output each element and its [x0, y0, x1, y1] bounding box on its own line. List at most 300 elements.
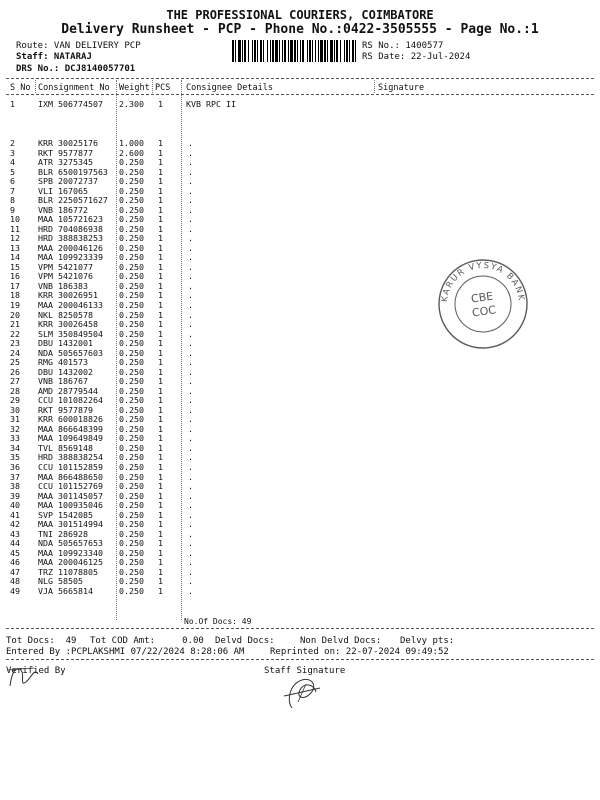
- row-weight: 0.250: [119, 157, 144, 168]
- row-pcs: 1: [158, 280, 163, 291]
- row-consignee-details: .: [188, 442, 193, 453]
- row-consignment-no: RMG 401573: [38, 357, 88, 368]
- barcode-bar: [290, 40, 293, 62]
- row-consignment-no: MAA 105721623: [38, 214, 103, 225]
- row-pcs: 1: [158, 300, 163, 310]
- row-consignee-details: .: [188, 233, 193, 244]
- row-consignment-no: MAA 866488650: [38, 471, 103, 482]
- row-pcs: 1: [158, 233, 163, 244]
- barcode-bar: [355, 40, 356, 62]
- row-pcs: 1: [158, 319, 163, 330]
- row-consignment-no: VPM 5421076: [38, 271, 93, 282]
- row-pcs: 1: [158, 404, 163, 415]
- row-consignment-no: IXM 506774507: [38, 99, 103, 109]
- table-row: [0, 520, 600, 529]
- row-weight: 0.250: [119, 585, 144, 596]
- row-sno: 30: [10, 404, 20, 415]
- row-consignee-details: .: [188, 509, 193, 520]
- row-sno: 33: [10, 433, 20, 444]
- barcode-bar: [336, 40, 338, 62]
- row-pcs: 1: [158, 138, 163, 148]
- row-pcs: 1: [158, 500, 163, 511]
- table-row: [0, 196, 600, 205]
- row-consignment-no: NDA 505657603: [38, 347, 103, 358]
- row-weight: 0.250: [119, 576, 144, 587]
- barcode-bar: [294, 40, 296, 62]
- col-header-consignment: Consignment No: [38, 83, 110, 93]
- row-consignee-details: .: [188, 176, 193, 187]
- row-sno: 17: [10, 280, 20, 291]
- row-sno: 38: [10, 481, 20, 492]
- row-consignment-no: MAA 200046125: [38, 557, 103, 568]
- row-weight: 0.250: [119, 385, 144, 396]
- row-consignment-no: MAA 301145057: [38, 490, 103, 501]
- row-sno: 49: [10, 585, 20, 596]
- row-pcs: 1: [158, 423, 163, 434]
- row-weight: 0.250: [119, 414, 144, 425]
- row-consignment-no: VNB 186767: [38, 376, 88, 387]
- row-pcs: 1: [158, 385, 163, 396]
- row-sno: 28: [10, 385, 20, 396]
- row-weight: 0.250: [119, 242, 144, 253]
- row-pcs: 1: [158, 290, 163, 301]
- row-weight: 0.250: [119, 176, 144, 187]
- row-weight: 0.250: [119, 290, 144, 301]
- row-weight: 0.250: [119, 233, 144, 244]
- row-pcs: 1: [158, 509, 163, 520]
- row-consignee-details: .: [188, 404, 193, 415]
- row-pcs: 1: [158, 566, 163, 577]
- barcode-bar: [307, 40, 308, 62]
- row-weight: 0.250: [119, 280, 144, 291]
- row-consignee-details: KVB RPC II: [186, 99, 236, 109]
- col-header-consignee: Consignee Details: [186, 83, 273, 93]
- row-sno: 14: [10, 252, 20, 263]
- non-delivered-docs: Non Delvd Docs:: [300, 636, 382, 646]
- stamp-outer-text: KARUR VYSYA BANK: [439, 260, 527, 303]
- row-consignee-details: .: [188, 252, 193, 263]
- row-pcs: 1: [158, 395, 163, 406]
- row-consignee-details: .: [188, 538, 193, 549]
- barcode-bar: [238, 40, 241, 62]
- row-consignee-details: .: [188, 290, 193, 301]
- row-consignment-no: KRR 30026458: [38, 319, 98, 330]
- row-consignee-details: .: [188, 385, 193, 396]
- row-pcs: 1: [158, 309, 163, 320]
- row-weight: 0.250: [119, 423, 144, 434]
- row-consignment-no: HRD 388838254: [38, 452, 103, 463]
- row-sno: 4: [10, 157, 15, 168]
- row-weight: 0.250: [119, 319, 144, 330]
- row-pcs: 1: [158, 452, 163, 463]
- no-of-docs: No.Of Docs: 49: [184, 617, 252, 626]
- row-pcs: 1: [158, 557, 163, 568]
- row-weight: 0.250: [119, 271, 144, 282]
- row-consignment-no: RKT 9577877: [38, 147, 93, 158]
- table-row: [0, 349, 600, 358]
- row-sno: 5: [10, 166, 15, 177]
- row-consignment-no: MAA 100935046: [38, 500, 103, 511]
- row-pcs: 1: [158, 204, 163, 215]
- row-consignment-no: VLI 167065: [38, 185, 88, 196]
- row-consignee-details: .: [188, 357, 193, 368]
- row-sno: 24: [10, 347, 20, 358]
- row-sno: 46: [10, 557, 20, 568]
- row-weight: 0.250: [119, 300, 144, 310]
- reprinted-on: Reprinted on: 22-07-2024 09:49:52: [270, 647, 449, 657]
- row-sno: 2: [10, 138, 15, 148]
- barcode-bar: [282, 40, 283, 62]
- row-sno: 13: [10, 242, 20, 253]
- row-sno: 16: [10, 271, 20, 282]
- row-weight: 1.000: [119, 138, 144, 148]
- row-pcs: 1: [158, 252, 163, 263]
- row-consignment-no: BLR 2250571627: [38, 195, 108, 206]
- row-weight: 0.250: [119, 166, 144, 177]
- row-consignee-details: .: [188, 462, 193, 473]
- barcode-bar: [300, 40, 301, 62]
- barcode-bar: [318, 40, 319, 62]
- verifier-signature: [4, 660, 48, 694]
- row-weight: 0.250: [119, 462, 144, 473]
- row-consignee-details: .: [188, 471, 193, 482]
- row-sno: 44: [10, 538, 20, 549]
- footer-rule: [6, 659, 594, 660]
- row-consignment-no: RKT 9577879: [38, 404, 93, 415]
- row-consignment-no: HRD 388838253: [38, 233, 103, 244]
- staff-label: Staff: NATARAJ: [16, 52, 92, 62]
- row-consignee-details: .: [188, 490, 193, 501]
- row-pcs: 1: [158, 357, 163, 368]
- row-pcs: 1: [158, 214, 163, 225]
- barcode-bar: [248, 40, 249, 62]
- barcode-bar: [244, 40, 246, 62]
- row-sno: 23: [10, 338, 20, 349]
- row-consignee-details: .: [188, 423, 193, 434]
- row-weight: 2.600: [119, 147, 144, 158]
- row-sno: 43: [10, 528, 20, 539]
- row-consignee-details: .: [188, 547, 193, 558]
- row-pcs: 1: [158, 185, 163, 196]
- table-header-rule: [6, 94, 594, 95]
- row-sno: 15: [10, 261, 20, 272]
- runsheet-title: Delivery Runsheet - PCP - Phone No.:0422-3505555 - Page No.:1: [61, 22, 539, 37]
- row-pcs: 1: [158, 414, 163, 425]
- row-consignee-details: .: [188, 557, 193, 568]
- stamp-inner-line-1: CBE: [470, 289, 494, 306]
- barcode-bar: [252, 40, 253, 62]
- row-weight: 0.250: [119, 452, 144, 463]
- row-pcs: 1: [158, 433, 163, 444]
- row-consignment-no: KRR 30026951: [38, 290, 98, 301]
- row-pcs: 1: [158, 328, 163, 339]
- staff-signature: [280, 672, 324, 714]
- row-weight: 0.250: [119, 509, 144, 520]
- barcode-bar: [297, 40, 298, 62]
- row-sno: 35: [10, 452, 20, 463]
- barcode-bar: [284, 40, 286, 62]
- row-consignment-no: NDA 505657653: [38, 538, 103, 549]
- barcode-bar: [263, 40, 264, 62]
- row-pcs: 1: [158, 166, 163, 177]
- row-consignment-no: TVL 8569148: [38, 442, 93, 453]
- row-weight: 0.250: [119, 442, 144, 453]
- row-sno: 47: [10, 566, 20, 577]
- row-consignee-details: .: [188, 366, 193, 377]
- barcode-bar: [270, 40, 271, 62]
- row-pcs: 1: [158, 481, 163, 492]
- row-pcs: 1: [158, 366, 163, 377]
- row-sno: 3: [10, 147, 15, 158]
- row-sno: 12: [10, 233, 20, 244]
- row-sno: 39: [10, 490, 20, 501]
- row-weight: 0.250: [119, 481, 144, 492]
- row-consignment-no: NLG 58505: [38, 576, 83, 587]
- row-weight: 0.250: [119, 185, 144, 196]
- row-weight: 0.250: [119, 357, 144, 368]
- row-sno: 41: [10, 509, 20, 520]
- row-consignee-details: .: [188, 157, 193, 168]
- row-consignment-no: DBU 1432002: [38, 366, 93, 377]
- row-weight: 0.250: [119, 195, 144, 206]
- row-weight: 0.250: [119, 252, 144, 263]
- row-pcs: 1: [158, 547, 163, 558]
- row-weight: 0.250: [119, 500, 144, 511]
- row-consignee-details: .: [188, 300, 193, 310]
- barcode-bar: [242, 40, 243, 62]
- barcode-bar: [257, 40, 258, 62]
- row-weight: 0.250: [119, 566, 144, 577]
- row-sno: 20: [10, 309, 20, 320]
- verified-by-label: Verified By: [6, 666, 66, 676]
- row-pcs: 1: [158, 585, 163, 596]
- row-consignment-no: TNI 286928: [38, 528, 88, 539]
- row-weight: 0.250: [119, 376, 144, 387]
- row-sno: 34: [10, 442, 20, 453]
- row-consignment-no: KRR 30025176: [38, 138, 98, 148]
- col-divider: [35, 80, 36, 93]
- row-weight: 0.250: [119, 366, 144, 377]
- row-sno: 31: [10, 414, 20, 425]
- row-consignee-details: .: [188, 223, 193, 234]
- barcode-bar: [352, 40, 354, 62]
- delivered-docs: Delvd Docs:: [215, 636, 275, 646]
- row-consignee-details: .: [188, 452, 193, 463]
- row-pcs: 1: [158, 376, 163, 387]
- row-consignment-no: VPM 5421077: [38, 261, 93, 272]
- row-consignee-details: .: [188, 376, 193, 387]
- barcode-bar: [267, 40, 268, 62]
- rs-number: RS No.: 1400577: [362, 41, 444, 51]
- row-consignee-details: .: [188, 528, 193, 539]
- row-weight: 0.250: [119, 347, 144, 358]
- table-row: [0, 568, 600, 577]
- row-pcs: 1: [158, 347, 163, 358]
- barcode-bar: [344, 40, 345, 62]
- drs-number: DRS No.: DCJ8140057701: [16, 64, 136, 74]
- row-consignee-details: .: [188, 147, 193, 158]
- barcode-bar: [254, 40, 256, 62]
- row-weight: 0.250: [119, 204, 144, 215]
- row-sno: 8: [10, 195, 15, 206]
- row-weight: 0.250: [119, 395, 144, 406]
- row-consignee-details: .: [188, 271, 193, 282]
- barcode-bar: [320, 40, 323, 62]
- row-consignment-no: SLM 350849504: [38, 328, 103, 339]
- row-consignee-details: .: [188, 214, 193, 225]
- row-consignee-details: .: [188, 261, 193, 272]
- row-consignment-no: CCU 101082264: [38, 395, 103, 406]
- barcode-bar: [302, 40, 304, 62]
- barcode-bar: [349, 40, 350, 62]
- row-weight: 0.250: [119, 547, 144, 558]
- row-pcs: 1: [158, 462, 163, 473]
- barcode-bar: [324, 40, 326, 62]
- row-weight: 0.250: [119, 433, 144, 444]
- row-consignment-no: CCU 101152859: [38, 462, 103, 473]
- row-consignee-details: .: [188, 585, 193, 596]
- row-consignee-details: .: [188, 204, 193, 215]
- bank-stamp: [437, 258, 529, 350]
- barcode-bar: [272, 40, 274, 62]
- total-docs: Tot Docs: 49: [6, 636, 77, 646]
- row-sno: 11: [10, 223, 20, 234]
- row-weight: 0.250: [119, 528, 144, 539]
- row-sno: 42: [10, 519, 20, 530]
- row-pcs: 1: [158, 338, 163, 349]
- row-consignee-details: .: [188, 242, 193, 253]
- row-consignee-details: .: [188, 328, 193, 339]
- row-consignee-details: .: [188, 319, 193, 330]
- row-pcs: 1: [158, 157, 163, 168]
- staff-signature-label: Staff Signature: [264, 666, 346, 676]
- row-consignment-no: CCU 101152769: [38, 481, 103, 492]
- row-weight: 0.250: [119, 223, 144, 234]
- row-pcs: 1: [158, 99, 163, 109]
- table-row: [0, 368, 600, 377]
- row-consignment-no: TRZ 11078805: [38, 566, 98, 577]
- row-consignee-details: .: [188, 195, 193, 206]
- row-consignee-details: .: [188, 414, 193, 425]
- row-consignee-details: .: [188, 395, 193, 406]
- row-pcs: 1: [158, 147, 163, 158]
- row-weight: 0.250: [119, 404, 144, 415]
- row-weight: 0.250: [119, 309, 144, 320]
- route-label: Route: VAN DELIVERY PCP: [16, 41, 141, 51]
- barcode-bar: [346, 40, 348, 62]
- row-pcs: 1: [158, 195, 163, 206]
- row-pcs: 1: [158, 490, 163, 501]
- row-sno: 22: [10, 328, 20, 339]
- row-consignment-no: NKL 8250578: [38, 309, 93, 320]
- barcode-bar: [334, 40, 335, 62]
- row-weight: 0.250: [119, 557, 144, 568]
- row-pcs: 1: [158, 538, 163, 549]
- col-divider: [374, 80, 375, 93]
- row-consignee-details: .: [188, 166, 193, 177]
- table-row: [0, 177, 600, 186]
- table-top-rule: [6, 78, 594, 79]
- row-consignment-no: DBU 1432001: [38, 338, 93, 349]
- row-consignee-details: .: [188, 338, 193, 349]
- row-sno: 29: [10, 395, 20, 406]
- row-weight: 0.250: [119, 261, 144, 272]
- table-bottom-rule: [6, 628, 594, 629]
- row-pcs: 1: [158, 471, 163, 482]
- col-header-pcs: PCS: [155, 83, 171, 93]
- row-sno: 32: [10, 423, 20, 434]
- row-pcs: 1: [158, 271, 163, 282]
- col-header-sno: S No: [10, 83, 31, 93]
- row-consignment-no: MAA 866648399: [38, 423, 103, 434]
- barcode: [232, 40, 356, 62]
- row-sno: 7: [10, 185, 15, 196]
- row-consignment-no: SPB 20072737: [38, 176, 98, 187]
- delivery-points: Delvy pts:: [400, 636, 455, 646]
- row-consignee-details: .: [188, 280, 193, 291]
- row-consignment-no: MAA 200046133: [38, 300, 103, 310]
- row-pcs: 1: [158, 576, 163, 587]
- row-consignment-no: KRR 600018826: [38, 414, 103, 425]
- barcode-bar: [340, 40, 341, 62]
- barcode-bar: [260, 40, 262, 62]
- barcode-bar: [235, 40, 236, 62]
- barcode-bar: [327, 40, 328, 62]
- row-pcs: 1: [158, 242, 163, 253]
- row-pcs: 1: [158, 223, 163, 234]
- row-sno: 9: [10, 204, 15, 215]
- row-sno: 45: [10, 547, 20, 558]
- row-consignment-no: VNB 186383: [38, 280, 88, 291]
- barcode-bar: [275, 40, 278, 62]
- row-pcs: 1: [158, 519, 163, 530]
- row-sno: 6: [10, 176, 15, 187]
- barcode-bar: [330, 40, 333, 62]
- col-header-weight: Weight: [119, 83, 150, 93]
- row-weight: 0.250: [119, 471, 144, 482]
- row-consignee-details: .: [188, 566, 193, 577]
- barcode-bar: [309, 40, 311, 62]
- table-row: [0, 139, 600, 148]
- row-consignment-no: AMD 28779544: [38, 385, 98, 396]
- row-sno: 19: [10, 300, 20, 310]
- row-consignee-details: .: [188, 347, 193, 358]
- row-sno: 25: [10, 357, 20, 368]
- row-pcs: 1: [158, 176, 163, 187]
- row-consignment-no: MAA 301514994: [38, 519, 103, 530]
- entered-by: Entered By :PCPLAKSHMI 07/22/2024 8:28:06 AM: [6, 647, 245, 657]
- row-consignee-details: .: [188, 433, 193, 444]
- row-sno: 37: [10, 471, 20, 482]
- total-cod-amount: Tot COD Amt: 0.00: [90, 636, 204, 646]
- row-weight: 0.250: [119, 214, 144, 225]
- row-sno: 36: [10, 462, 20, 473]
- barcode-bar: [279, 40, 280, 62]
- row-weight: 0.250: [119, 490, 144, 501]
- row-weight: 2.300: [119, 99, 144, 109]
- row-consignee-details: .: [188, 185, 193, 196]
- row-sno: 1: [10, 99, 15, 109]
- table-row: [0, 100, 600, 109]
- row-consignment-no: VJA 5665814: [38, 585, 93, 596]
- row-sno: 40: [10, 500, 20, 511]
- row-pcs: 1: [158, 261, 163, 272]
- row-pcs: 1: [158, 442, 163, 453]
- barcode-bar: [288, 40, 289, 62]
- stamp-inner-line-2: COC: [471, 303, 497, 320]
- row-consignee-details: .: [188, 481, 193, 492]
- row-weight: 0.250: [119, 338, 144, 349]
